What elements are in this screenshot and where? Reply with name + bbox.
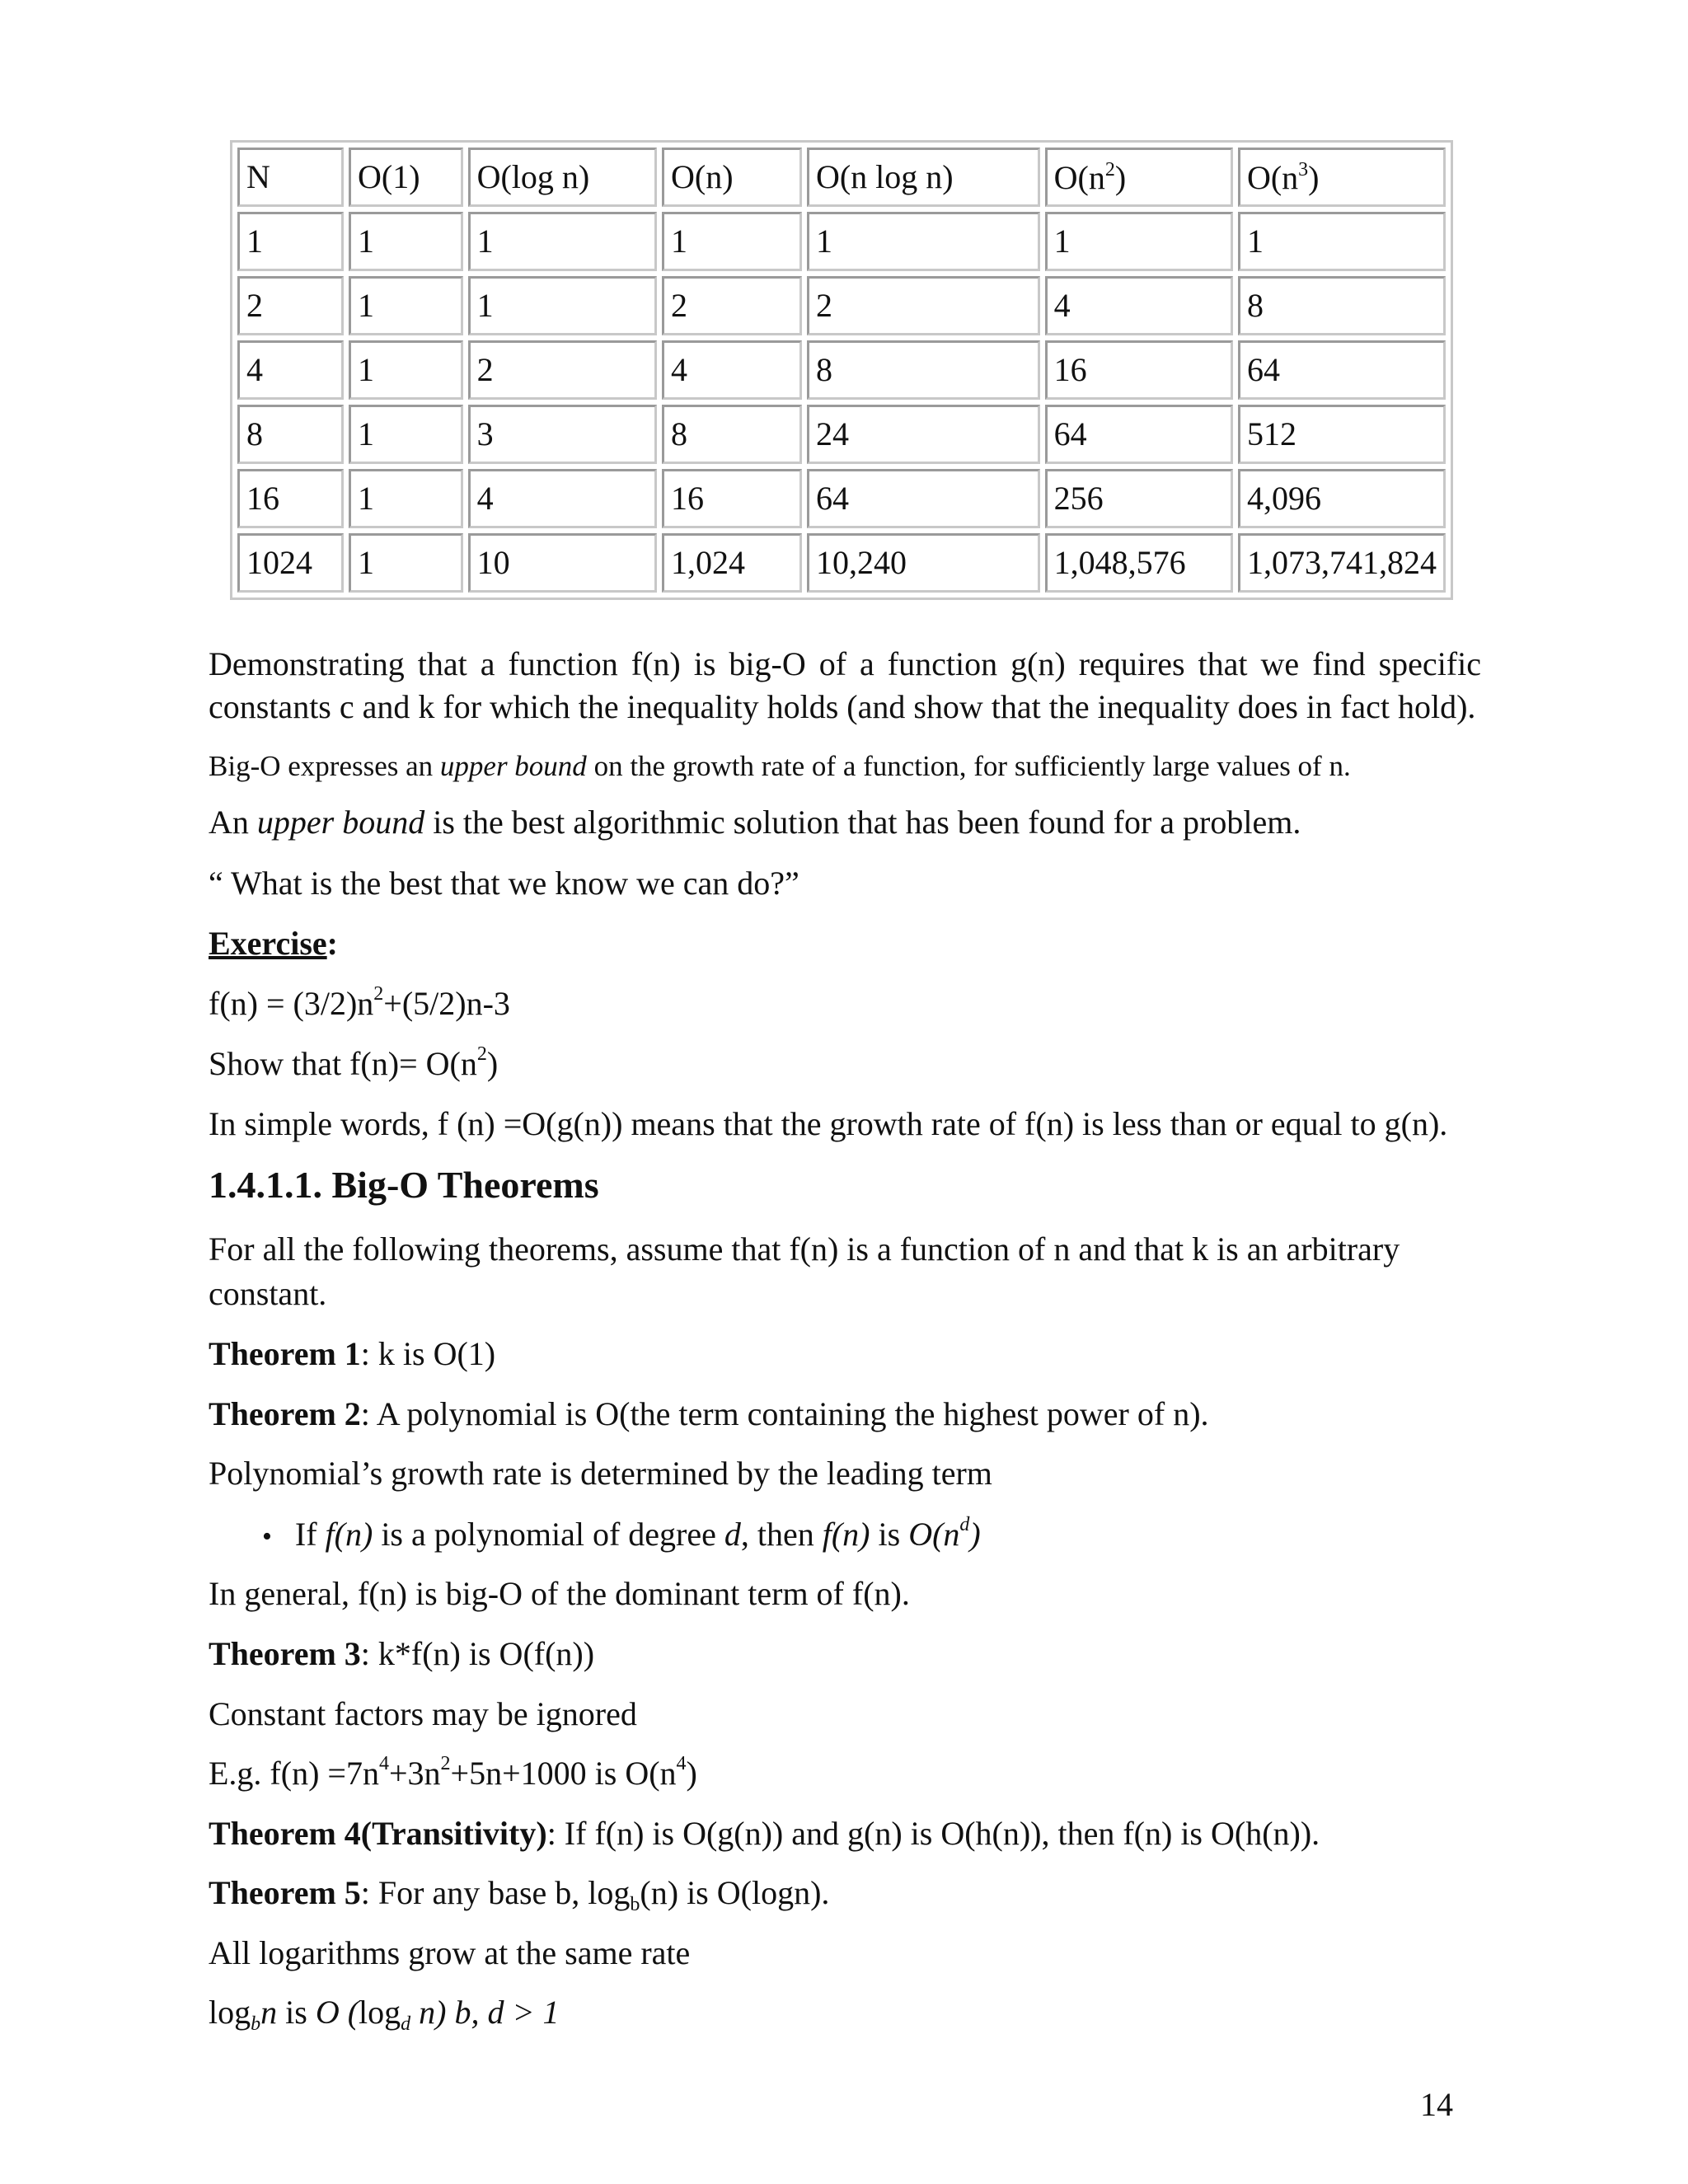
table-cell: 1 [1238,212,1446,271]
theorem-5: Theorem 5: For any base b, $\log_b(n)$ is O(logn). [209,1874,830,1915]
table-row [237,469,1446,528]
table-cell: 1024 [237,533,344,593]
header-cell: O(n) [662,148,802,207]
bullet-item: • If f(n) is a polynomial of degree d, then f(n) is $O(n^d)$ [262,1513,981,1558]
all-logarithms-line: All logarithms grow at the same rate [209,1934,691,1971]
theorem-1: Theorem 1: k is O(1) [209,1335,496,1372]
table-cell: 1 [349,405,463,464]
table-cell: 16 [237,469,344,528]
table-cell: 1 [1045,212,1233,271]
bullet-icon: • [262,1521,272,1552]
table-cell: 1 [237,212,344,271]
header-cell: O(log n) [468,148,657,207]
table-cell: 16 [662,469,802,528]
table-cell: 4 [237,340,344,400]
upper-bound-sentence: An upper bound is the best algorithmic solution that has been found for a problem. [209,804,1301,841]
constant-factors-line: Constant factors may be ignored [209,1695,637,1732]
table-cell: 16 [1045,340,1233,400]
table-cell: 2 [662,276,802,335]
table-cell: 4,096 [1238,469,1446,528]
table-cell: 8 [237,405,344,464]
table-row [237,533,1446,593]
table-cell: 1,048,576 [1045,533,1233,593]
theorem-4: Theorem 4(Transitivity): If f(n) is O(g(n)) and g(n) is O(h(n)), then f(n) is O(h(n)). [209,1815,1320,1852]
simple-words-line: In simple words, f (n) =O(g(n)) means that the growth rate of f(n) is less than or equal to g(n). [209,1105,1448,1142]
table-cell: 2 [807,276,1040,335]
table-cell: 4 [1045,276,1233,335]
demonstrating-line-2: constants c and k for which the inequality holds (and show that the inequality does in fact hold). [209,688,1476,725]
table-cell: 10,240 [807,533,1040,593]
table-cell: 1 [349,533,463,593]
growth-rate-table [230,140,1453,600]
exercise-label: Exercise: [209,925,338,962]
header-cell: O(1) [349,148,463,207]
table-cell: 2 [468,340,657,400]
header-cell: $O(n^2)$ [1045,148,1233,207]
section-heading: 1.4.1.1. Big-O Theorems [209,1164,599,1206]
table-cell: 4 [662,340,802,400]
header-cell: N [237,148,344,207]
table-row [237,212,1446,271]
table-cell: 8 [1238,276,1446,335]
header-cell: $O(n^3)$ [1238,148,1446,207]
theorem-2: Theorem 2: A polynomial is O(the term containing the highest power of n). [209,1395,1209,1432]
log-equivalence: $\log_bn$ is O ($\log_d$ n) b, d > 1 [209,1994,560,2035]
table-cell: 1,024 [662,533,802,593]
for-all-line-1: For all the following theorems, assume that f(n) is a function of n and that k is an arbitrary [209,1230,1400,1268]
demonstrating-line-1: Demonstrating that a function f(n) is big-O of a function g(n) requires that we find specific [209,645,1481,682]
table-cell: 2 [237,276,344,335]
table-cell: 64 [1045,405,1233,464]
table-cell: 512 [1238,405,1446,464]
page-number: 14 [1420,2086,1453,2123]
quote-line: “ What is the best that we know we can do?” [209,865,799,902]
polynomial-line: Polynomial’s growth rate is determined by the leading term [209,1455,992,1492]
table-row [237,276,1446,335]
theorem-3: Theorem 3: k*f(n) is O(f(n)) [209,1635,595,1672]
table-cell: 1 [349,469,463,528]
exercise-function: $f(n) = (3/2)n^2+(5/2)n-3$ [209,983,510,1022]
table-cell: 4 [468,469,657,528]
demonstrating-paragraph [209,643,1481,729]
table-cell: 1 [349,340,463,400]
example-line: E.g. $f(n) =7n^4+3n^2+5n+1000$ is $O(n^4)$ [209,1753,697,1792]
table-cell: 64 [1238,340,1446,400]
bigo-definition: Big-O expresses an upper bound on the growth rate of a function, for sufficiently large values of n. [209,750,1351,782]
table-row [237,405,1446,464]
header-cell: O(n log n) [807,148,1040,207]
table-cell: 256 [1045,469,1233,528]
table-cell: 1 [349,276,463,335]
table-cell: 1 [349,212,463,271]
table-cell: 8 [662,405,802,464]
table-cell: 1 [468,276,657,335]
table-header-row [237,148,1446,207]
table-cell: 3 [468,405,657,464]
general-line: In general, f(n) is big-O of the dominant term of f(n). [209,1575,910,1612]
exercise-show: Show that $f(n)= O(n^2)$ [209,1043,499,1082]
table-cell: 24 [807,405,1040,464]
table-cell: 8 [807,340,1040,400]
table-cell: 1 [807,212,1040,271]
table-cell: 64 [807,469,1040,528]
table-row [237,340,1446,400]
table-cell: 10 [468,533,657,593]
table-cell: 1 [662,212,802,271]
table-cell: 1 [468,212,657,271]
table-cell: 1,073,741,824 [1238,533,1446,593]
for-all-line-2: constant. [209,1275,327,1312]
